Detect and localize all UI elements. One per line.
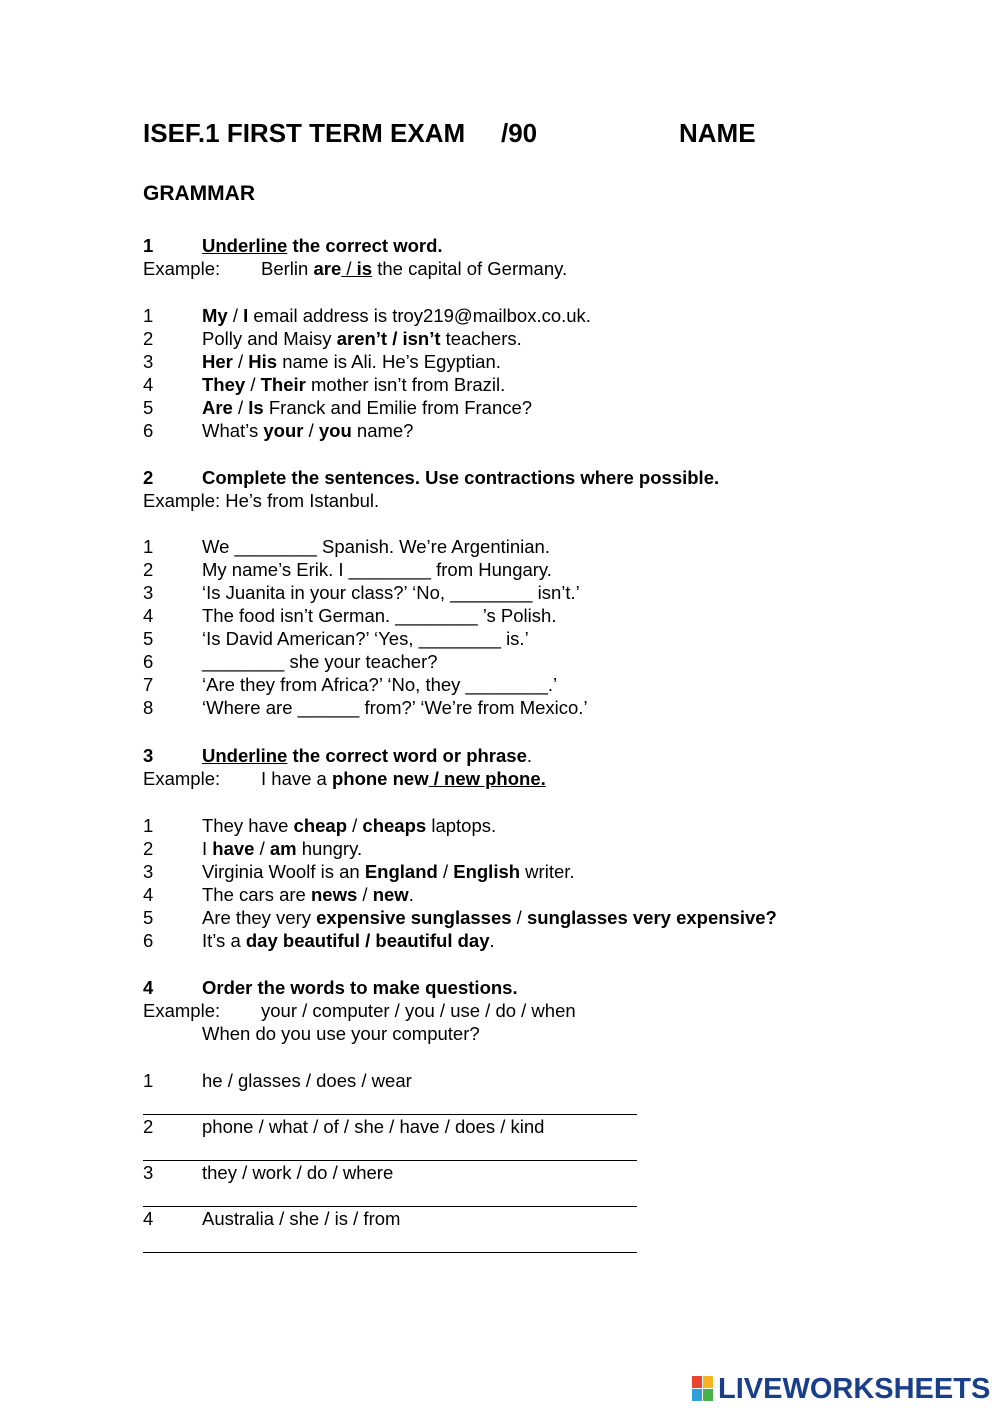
logo-text: LIVEWORKSHEETS — [718, 1372, 991, 1405]
answer-line[interactable] — [143, 1114, 637, 1115]
answer-line[interactable] — [143, 1252, 637, 1253]
section-title: GRAMMAR — [143, 182, 255, 205]
exercise-instruction: Underline the correct word. — [202, 235, 443, 256]
example-label: Example: — [143, 258, 221, 279]
name-label: NAME — [679, 118, 756, 148]
example-text: Berlin are / is the capital of Germany. — [261, 258, 568, 279]
liveworksheets-logo — [692, 1374, 990, 1404]
exercise2-example: Example: He’s from Istanbul. — [143, 490, 380, 511]
logo-icon — [692, 1376, 714, 1402]
exam-score: /90 — [501, 118, 538, 148]
worksheet-page: ISEF.1 FIRST TERM EXAM /90 NAME GRAMMAR 1 Underline the correct word. Example: Berlin are / is the capital of Germany. 1 My / I email address is troy219@mailbox.co.uk. 2 Polly and Maisy aren’t / isn’t teachers. 3 Her / His name is Ali. He’s Egyptian. 4 They / Their mother isn’t from Brazil. 5 Are / Is Franck and Emilie from France? 6 What’s your / you name? 2 Complete the sentences. Use contractions where possible. Example: He’s from Istanbul. 1 We ________ Spanish. We’re Argentinian. 2 My name’s Erik. I ________ from Hungary. 3 ‘Is Juanita in your class?’ ‘No, ________ isn’t.’ 4 The food isn’t German. ________ ’s Polish. 5 ‘Is David American?’ ‘Yes, ________ is.’ 6 ________ she your teacher? 7 ‘Are they from Africa?’ ‘No, they ________.’ 8 ‘Where are ______ from?’ ‘We’re from Mexico.’ 3 Underline the correct word or phrase. Example: I have a phone new / new phone. 1 They have cheap / cheaps laptops. 2 I have / am hungry. 3 Virginia Woolf is an England / English writer. 4 The cars are news / new. 5 Are they very expensive sunglasses / sunglasses very expensive? 6 It’s a day beautiful / beautiful day. 4 Order the words to make questions. Example: your / computer / you / use / do / when When do you use your computer? 1 he / glasses / does / wear 2 phone / what / of / she / have / does / kind 3 they / work / do / where 4 Australia / she / is / from LIVEWORKSHEETS — [143, 118, 991, 1405]
exam-title: ISEF.1 FIRST TERM EXAM — [143, 118, 466, 148]
answer-line[interactable] — [143, 1206, 637, 1207]
answer-line[interactable] — [143, 1160, 637, 1161]
exercise-number: 1 — [143, 235, 154, 256]
